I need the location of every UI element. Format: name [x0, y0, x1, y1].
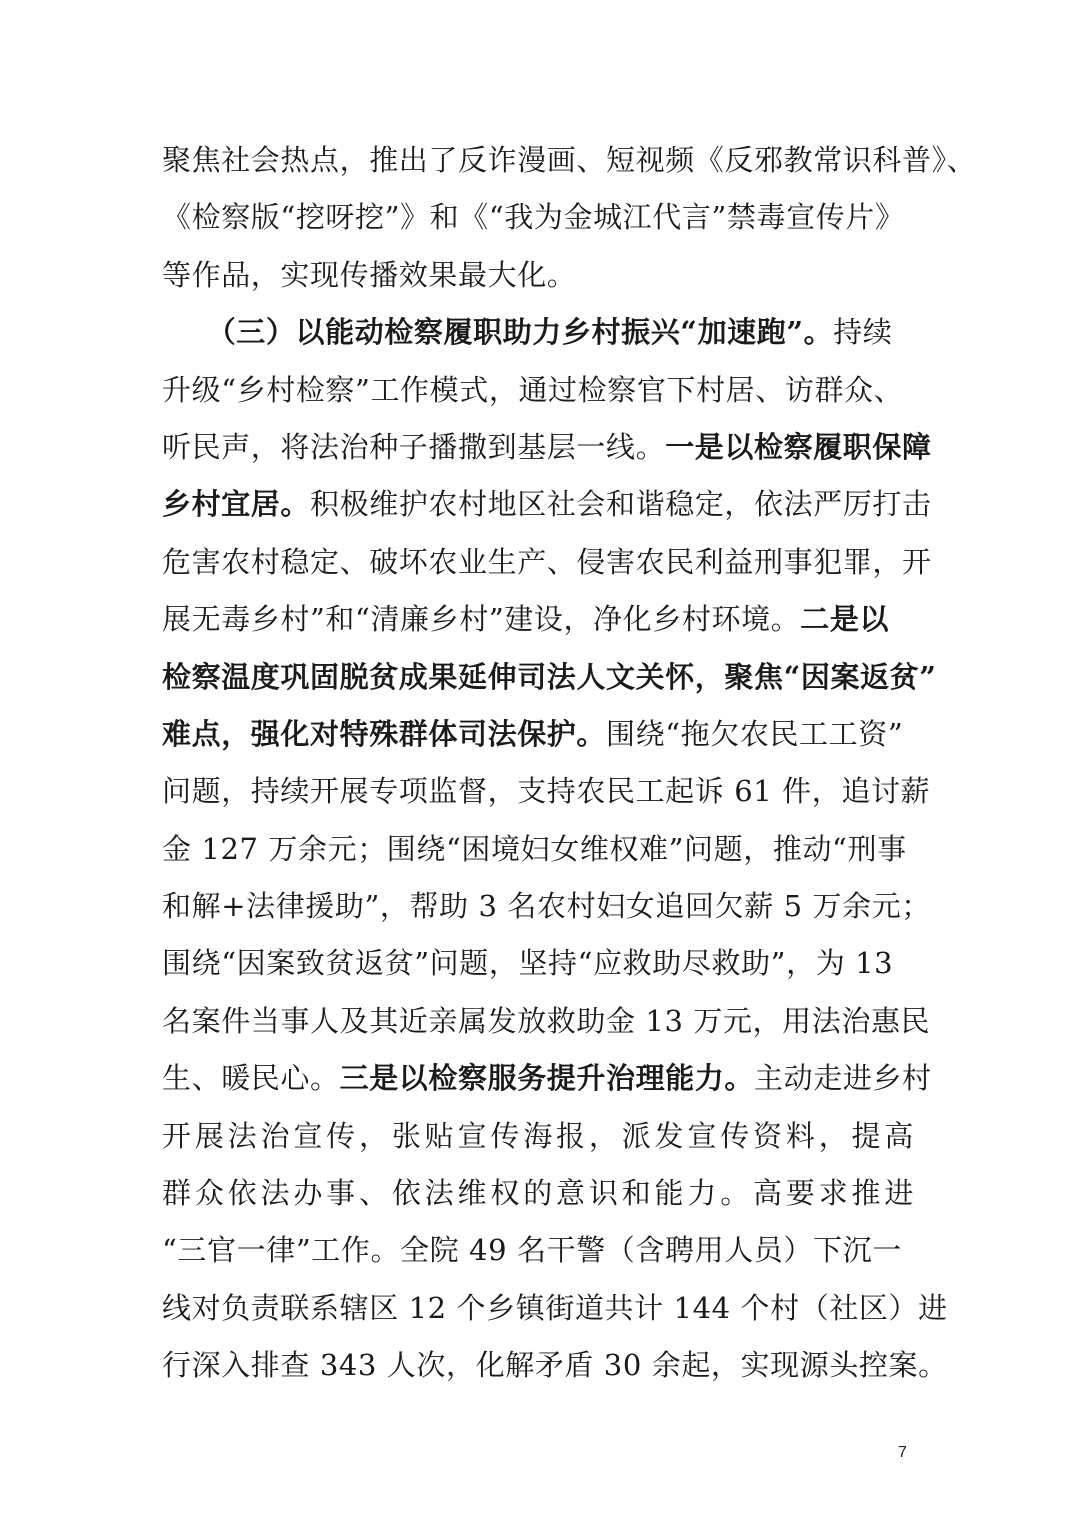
- text-line: [162, 247, 914, 304]
- text-line: [162, 591, 914, 648]
- text-run: 《检察版“挖呀挖”》和《“我为金城江代言”禁毒宣传片》: [162, 200, 905, 235]
- text-line: [162, 1337, 948, 1394]
- bold-text-run: 一是以检察履职保障: [665, 429, 932, 464]
- text-run: 积极维护农村地区社会和谐稳定，依法严厉打击: [310, 487, 932, 522]
- text-run: 展无毒乡村”和“清廉乡村”建设，净化乡村环境。: [162, 602, 801, 637]
- text-run: 生、暖民心。: [162, 1061, 340, 1096]
- text-line: [162, 993, 931, 1050]
- text-line: [162, 763, 931, 820]
- text-run: 围绕“因案致贫返贫”问题，坚持“应救助尽救助”，为 13: [162, 946, 894, 981]
- text-line: [162, 132, 977, 189]
- text-line: [162, 1050, 932, 1107]
- text-line: [162, 189, 914, 246]
- bold-text-run: （三）以能动检察履职助力乡村振兴“加速跑”。: [162, 315, 834, 350]
- text-run: 群众依法办事、依法维权的意识和能力。高要求推进: [162, 1176, 914, 1211]
- text-run: 行深入排查 343 人次，化解矛盾 30 余起，实现源头控案。: [162, 1348, 948, 1383]
- text-line: [162, 419, 932, 476]
- text-run: 听民声，将法治种子播撒到基层一线。: [162, 429, 666, 464]
- bold-text-run: 二是以: [800, 602, 890, 637]
- text-run: 线对负责联系辖区 12 个乡镇街道共计 144 个村（社区）进: [162, 1290, 948, 1325]
- text-run: “三官一律”工作。全院 49 名干警（含聘用人员）下沉一: [162, 1233, 902, 1268]
- text-run: 持续: [833, 315, 893, 350]
- text-line: [162, 821, 914, 878]
- page-number: 7: [898, 1444, 907, 1461]
- text-line: [162, 476, 932, 533]
- text-run: 聚焦社会热点，推出了反诈漫画、短视频《反邪教常识科普》、: [162, 143, 977, 177]
- text-run: 升级“乡村检察”工作模式，通过检察官下村居、访群众、: [162, 372, 904, 407]
- text-line: [162, 1165, 914, 1222]
- text-line: [162, 878, 931, 935]
- text-run: 问题，持续开展专项监督，支持农民工起诉 61 件，追讨薪: [162, 774, 931, 809]
- text-run: 危害农村稳定、破坏农业生产、侵害农民利益刑事犯罪，开: [162, 544, 932, 579]
- text-run: 名案件当事人及其近亲属发放救助金 13 万元，用法治惠民: [162, 1003, 931, 1038]
- text-run: 开展法治宣传，张贴宣传海报，派发宣传资料，提高: [162, 1118, 914, 1153]
- bold-text-run: 难点，强化对特殊群体司法保护。: [162, 716, 607, 751]
- text-run: 主动走进乡村: [754, 1061, 932, 1096]
- text-line: [162, 1222, 914, 1279]
- text-line: [162, 362, 914, 419]
- bold-text-run: 三是以检察服务提升治理能力。: [339, 1061, 755, 1096]
- bold-text-run: 乡村宜居。: [162, 487, 311, 522]
- text-run: 和解+法律援助”，帮助 3 名农村妇女追回欠薪 5 万余元；: [162, 889, 931, 924]
- text-line: [162, 935, 914, 992]
- text-run: 围绕“拖欠农民工工资”: [606, 716, 904, 751]
- bold-text-run: 检察温度巩固脱贫成果延伸司法人文关怀，聚焦“因案返贫”: [162, 659, 937, 694]
- text-run: 金 127 万余元；围绕“困境妇女维权难”问题，推动“刑事: [162, 831, 907, 866]
- body-text: [162, 132, 977, 1395]
- text-line: [162, 649, 937, 706]
- text-line: [162, 534, 932, 591]
- text-line: [162, 706, 914, 763]
- text-run: 等作品，实现传播效果最大化。: [162, 257, 577, 292]
- text-line: [162, 1280, 948, 1337]
- text-line: [162, 1108, 914, 1165]
- text-line: [162, 304, 914, 361]
